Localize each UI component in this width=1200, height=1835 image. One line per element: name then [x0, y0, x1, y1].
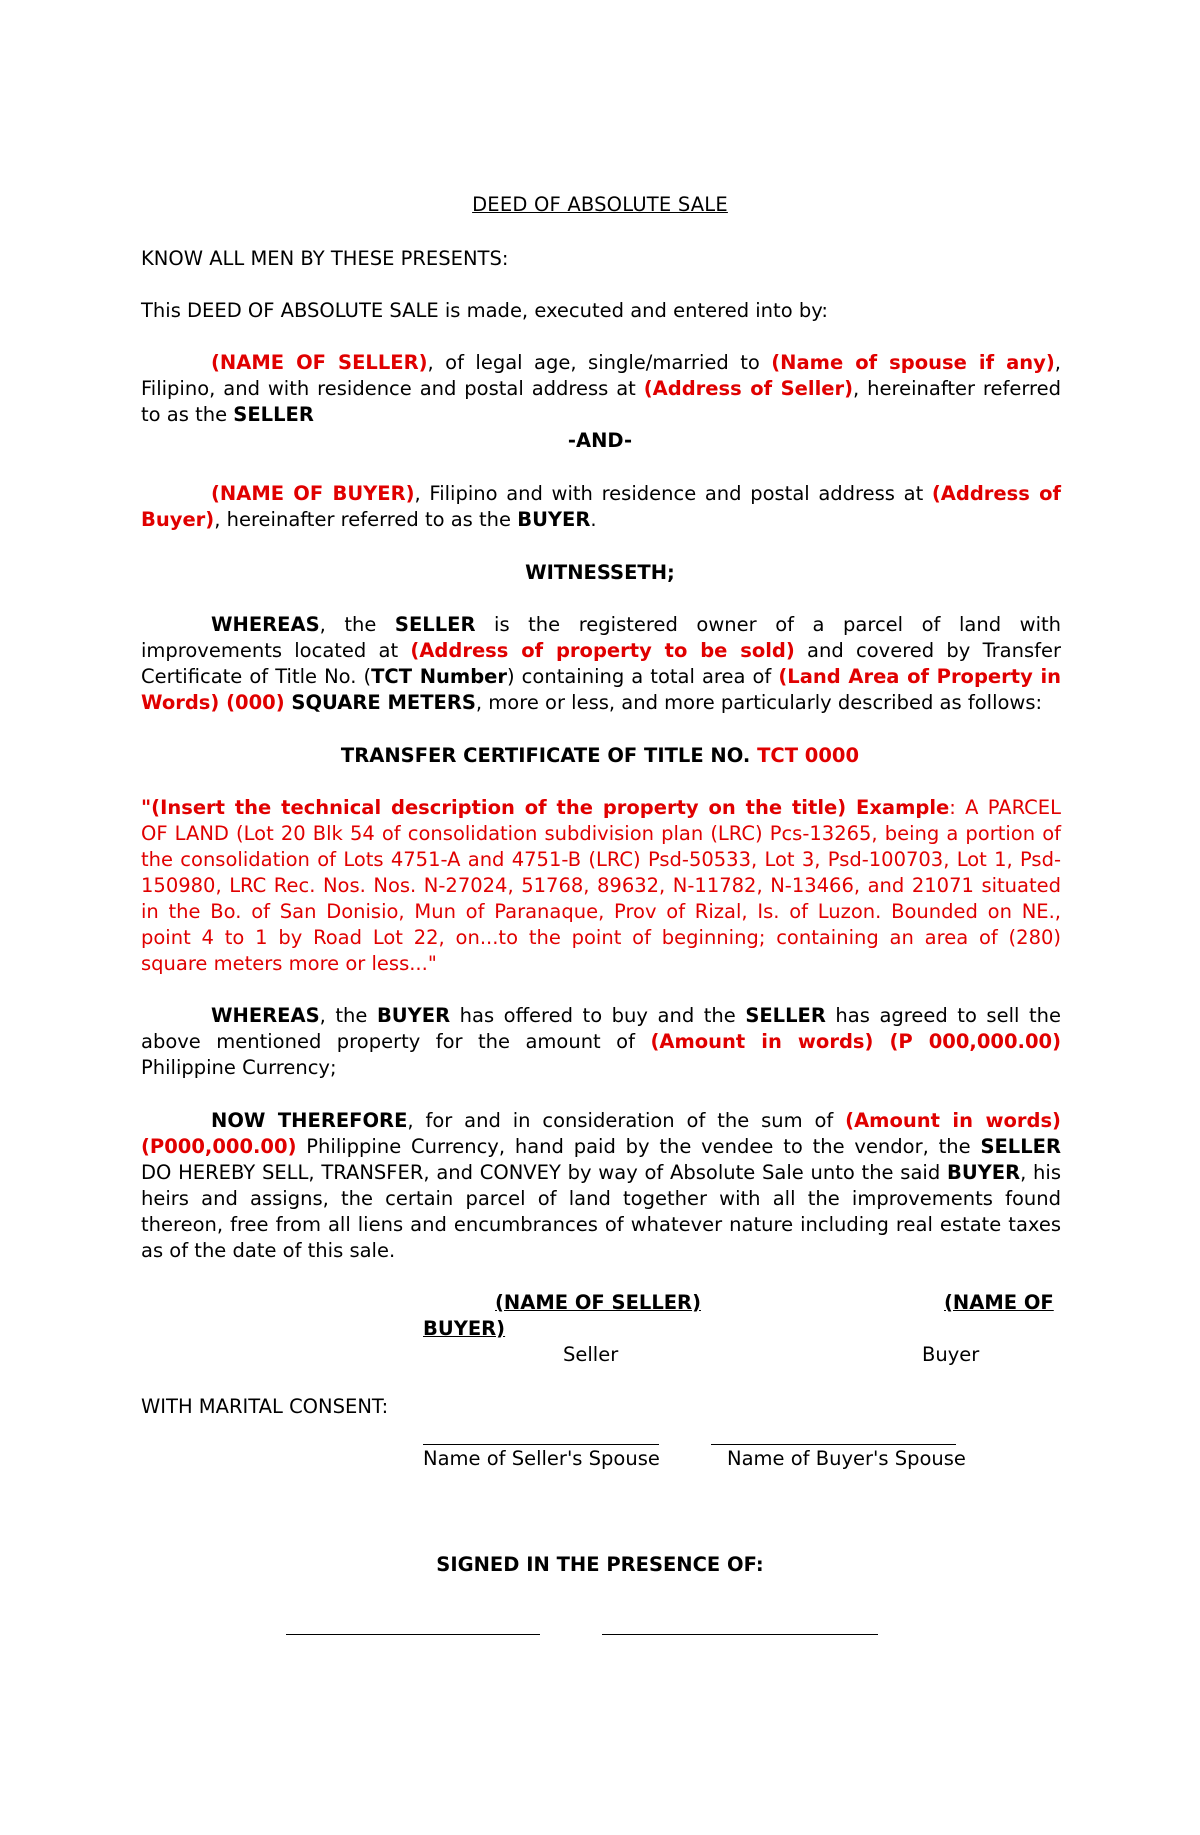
technical-line-2: OF LAND (Lot 20 Blk 54 of consolidation subdivision plan (LRC) Pcs-13265, being a portion of — [141, 822, 1061, 845]
whereas2-line-1: WHEREAS, the BUYER has offered to buy and the SELLER has agreed to sell the — [211, 1004, 1061, 1027]
know-all-line: KNOW ALL MEN BY THESE PRESENTS: — [141, 247, 509, 270]
document-title: DEED OF ABSOLUTE SALE — [472, 193, 728, 216]
and-separator: -AND- — [567, 429, 633, 452]
technical-line-7: square meters more or less..." — [141, 952, 437, 975]
technical-line-4: 150980, LRC Rec. Nos. Nos. N-27024, 51768, 89632, N-11782, N-13466, and 21071 situated — [141, 874, 1061, 897]
intro-line: This DEED OF ABSOLUTE SALE is made, executed and entered into by: — [141, 299, 828, 322]
now-therefore-line-1: NOW THEREFORE, for and in consideration of the sum of (Amount in words) — [211, 1109, 1061, 1132]
amount-placeholder: (Amount in words) (P 000,000.00) — [650, 1030, 1061, 1053]
witnesseth-heading: WITNESSETH; — [525, 561, 675, 584]
now-therefore-line-3: DO HEREBY SELL, TRANSFER, and CONVEY by way of Absolute Sale unto the said BUYER, his — [141, 1161, 1061, 1184]
seller-para-line-2: Filipino, and with residence and postal address at (Address of Seller), hereinafter referred — [141, 377, 1062, 400]
buyer-signature-name-1: (NAME OF — [944, 1291, 1054, 1314]
whereas1-line-3: Certificate of Title No. (TCT Number) containing a total area of (Land Area of Property in — [141, 665, 1062, 688]
whereas1-line-4: Words) (000) SQUARE METERS, more or less, and more particularly described as follows: — [141, 691, 1043, 714]
seller-address-placeholder: (Address of Seller) — [643, 377, 854, 400]
now-therefore-line-4: heirs and assigns, the certain parcel of land together with all the improvements found — [141, 1187, 1061, 1210]
witness-1-signature-line — [286, 1634, 540, 1635]
seller-signature-name: (NAME OF SELLER) — [495, 1291, 701, 1314]
seller-spouse-label: Name of Seller's Spouse — [423, 1447, 660, 1470]
now-therefore-line-5: thereon, free from all liens and encumbrances of whatever nature including real estate taxes — [141, 1213, 1061, 1236]
land-area-placeholder: (Land Area of Property in — [778, 665, 1062, 688]
witness-2-signature-line — [602, 1634, 878, 1635]
sum-placeholder: (Amount in words) — [845, 1109, 1061, 1132]
now-therefore-line-2: (P000,000.00) Philippine Currency, hand paid by the vendee to the vendor, the SELLER — [141, 1135, 1061, 1158]
presence-heading: SIGNED IN THE PRESENCE OF: — [436, 1553, 764, 1576]
seller-name-placeholder: (NAME OF SELLER) — [211, 351, 428, 374]
tct-heading-number: TCT 0000 — [757, 744, 860, 767]
spouse-placeholder: (Name of spouse if any) — [771, 351, 1055, 374]
seller-spouse-signature-line — [423, 1444, 659, 1445]
seller-role-label: Seller — [563, 1343, 619, 1366]
tct-number-placeholder: TCT Number — [371, 665, 508, 688]
buyer-address-placeholder: (Address of — [931, 482, 1062, 505]
whereas2-line-3: Philippine Currency; — [141, 1056, 337, 1079]
seller-para-line-1: (NAME OF SELLER), of legal age, single/married to (Name of spouse if any), — [211, 351, 1061, 374]
seller-para-line-3: to as the SELLER — [141, 403, 314, 426]
technical-line-3: the consolidation of Lots 4751-A and 4751-B (LRC) Psd-50533, Lot 3, Psd-100703, Lot 1, Psd- — [141, 848, 1061, 871]
whereas2-line-2: above mentioned property for the amount of (Amount in words) (P 000,000.00) — [141, 1030, 1061, 1053]
buyer-spouse-label: Name of Buyer's Spouse — [727, 1447, 966, 1470]
buyer-signature-name-2: BUYER) — [423, 1317, 506, 1340]
buyer-para-line-1: (NAME OF BUYER), Filipino and with residence and postal address at (Address of — [211, 482, 1062, 505]
technical-line-1: "(Insert the technical description of the property on the title) Example: A PARCEL — [141, 796, 1061, 819]
technical-line-5: in the Bo. of San Donisio, Mun of Paranaque, Prov of Rizal, Is. of Luzon. Bounded on NE., — [141, 900, 1061, 923]
technical-line-6: point 4 to 1 by Road Lot 22, on...to the point of beginning; containing an area of (280) — [141, 926, 1061, 949]
buyer-para-line-2: Buyer), hereinafter referred to as the BUYER. — [141, 508, 597, 531]
property-address-placeholder: (Address of property to be sold) — [410, 639, 795, 662]
whereas1-line-1: WHEREAS, the SELLER is the registered owner of a parcel of land with — [211, 613, 1061, 636]
buyer-name-placeholder: (NAME OF BUYER) — [211, 482, 415, 505]
tct-heading: TRANSFER CERTIFICATE OF TITLE NO. TCT 0000 — [340, 744, 860, 767]
whereas1-line-2: improvements located at (Address of property to be sold) and covered by Transfer — [141, 639, 1061, 662]
buyer-spouse-signature-line — [711, 1444, 956, 1445]
now-therefore-line-6: as of the date of this sale. — [141, 1239, 396, 1262]
buyer-role-label: Buyer — [922, 1343, 980, 1366]
marital-consent-label: WITH MARITAL CONSENT: — [141, 1395, 389, 1418]
